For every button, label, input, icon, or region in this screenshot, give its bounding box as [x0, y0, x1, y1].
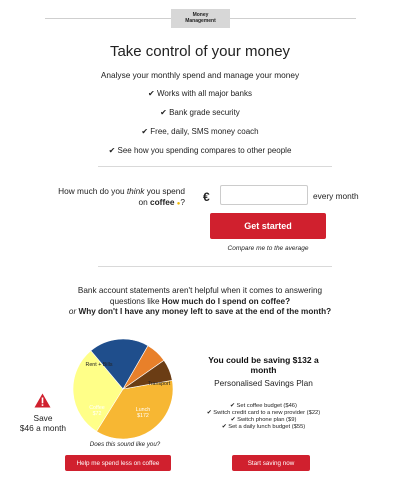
- saving-headline: You could be saving $132 a month: [208, 355, 319, 375]
- pie-label-rent-bills: Rent + Bills: [85, 362, 113, 368]
- feature-sms-coach: ✔ Free, daily, SMS money coach: [141, 127, 259, 136]
- plan-item-coffee: ✔ Set coffee budget ($46): [230, 403, 297, 409]
- coffee-keyword: coffee: [150, 197, 175, 207]
- euro-symbol: €: [203, 190, 210, 204]
- plan-item-lunch: ✔ Set a daily lunch budget ($55): [221, 424, 306, 430]
- every-month-label: every month: [313, 191, 359, 201]
- sound-like-you-caption: Does this sound like you?: [89, 441, 161, 448]
- compare-caption: Compare me to the average: [227, 245, 309, 252]
- help-spend-less-button[interactable]: Help me spend less on coffee: [65, 455, 171, 471]
- pie-value-coffee: $72: [92, 411, 102, 417]
- feature-security: ✔ Bank grade security: [160, 108, 240, 117]
- plan-item-credit-card: ✔ Switch credit card to a new provider ($22): [206, 410, 321, 416]
- statements-explanation: Bank account statements aren't helpful when it comes to answering questions like How much do I spend on coffee? or Why don't I have any money left to save at the end of the month?: [68, 286, 332, 316]
- warning-icon: [34, 393, 51, 408]
- divider-top: [98, 166, 332, 167]
- header-line-left: [45, 18, 171, 19]
- divider-middle: [98, 266, 332, 267]
- pie-value-lunch: $172: [137, 413, 149, 419]
- plan-item-phone: ✔ Switch phone plan ($9): [230, 417, 297, 423]
- save-amount-text: Save $46 a month: [19, 413, 67, 433]
- spend-amount-input[interactable]: [220, 185, 308, 205]
- logo-badge[interactable]: Money Management: [171, 9, 230, 28]
- feature-banks: ✔ Works with all major banks: [148, 89, 252, 98]
- header-line-right: [230, 18, 356, 19]
- pie-label-lunch: Lunch: [135, 407, 151, 413]
- page-title: Take control of your money: [109, 43, 291, 60]
- pie-label-transport: Transport: [147, 381, 171, 387]
- spending-pie-chart: [63, 337, 183, 442]
- pie-svg: [63, 337, 183, 442]
- coffee-dot-icon: ●: [176, 201, 181, 207]
- get-started-button[interactable]: Get started: [210, 213, 326, 239]
- pie-label-coffee: Coffee: [89, 405, 105, 411]
- feature-compare: ✔ See how you spending compares to other people: [108, 146, 292, 155]
- spend-question: How much do you think you spend on coffee ●?: [58, 186, 185, 207]
- plan-title: Personalised Savings Plan: [214, 378, 313, 388]
- page-subtitle: Analyse your monthly spend and manage your money: [100, 70, 300, 80]
- start-saving-button[interactable]: Start saving now: [232, 455, 310, 471]
